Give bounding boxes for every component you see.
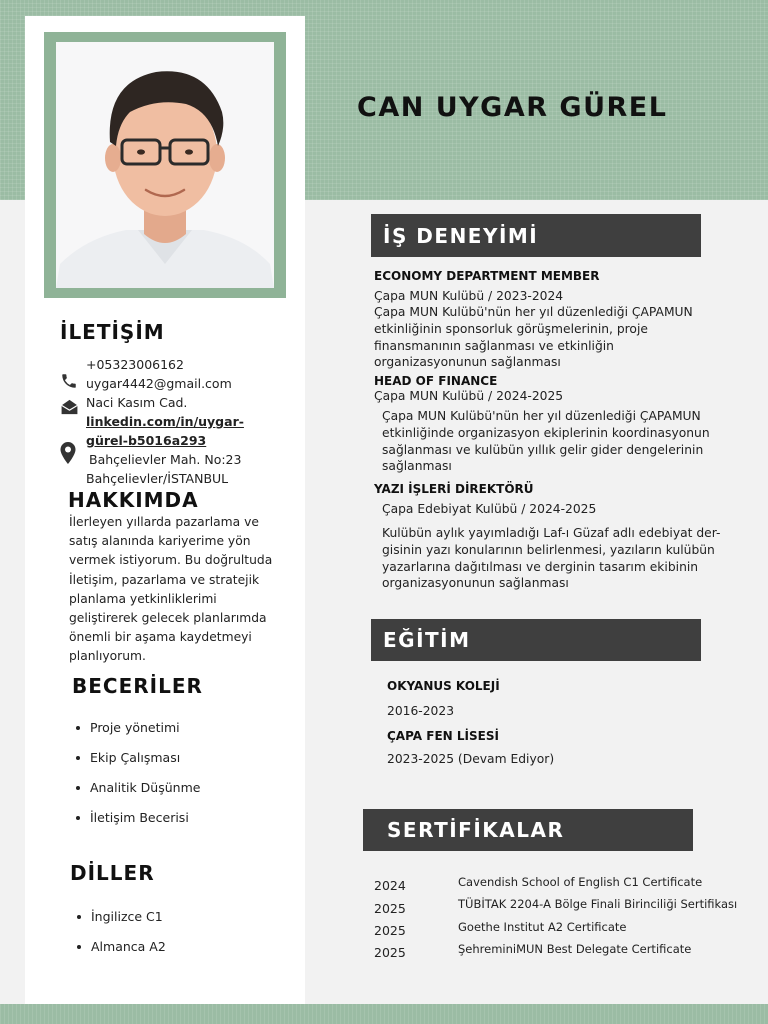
job-desc-line: etkinliğinde organizasyon ekiplerinin koordinasyonun (382, 425, 710, 440)
about-line: önemli bir aşama kaydetmeyi (69, 630, 252, 645)
linkedin-link-line1[interactable]: linkedin.com/in/uygar- (86, 414, 244, 429)
job-org: Çapa MUN Kulübü / 2024-2025 (374, 389, 564, 403)
job-desc-line: sağlanması ve kulübün yıllık gelir gider dengelerinin (382, 442, 704, 457)
job-desc-line: gisinin yazı konularının belirlenmesi, yazıların kulübün (382, 542, 715, 557)
about-line: satış alanında kariyerime yön (69, 534, 251, 549)
job-description (374, 304, 744, 371)
certificates-heading: SERTİFİKALAR (387, 818, 565, 842)
about-line: planlıyorum. (69, 649, 146, 664)
portrait-illustration (56, 42, 274, 288)
school-years: 2016-2023 (387, 704, 455, 718)
job-org: Çapa MUN Kulübü / 2023-2024 (374, 289, 564, 303)
profile-photo (56, 42, 274, 288)
contact-heading: İLETİŞİM (60, 320, 165, 344)
skills-heading: BECERİLER (72, 674, 203, 698)
school-years: 2023-2025 (Devam Ediyor) (387, 752, 555, 766)
education-heading: EĞİTİM (383, 628, 471, 652)
about-line: İletişim, pazarlama ve stratejik (69, 572, 260, 587)
job-desc-line: finansmanının sağlanması ve etkinliğin (374, 338, 614, 353)
certificate-year: 2025 (374, 923, 406, 938)
email-address[interactable]: uygar4442@gmail.com (86, 376, 232, 391)
certificates-heading-bar (363, 809, 693, 851)
job-desc-line: Çapa MUN Kulübü'nün her yıl düzenlediği ÇAPAMUN (374, 305, 693, 319)
skill-item: İletişim Becerisi (76, 810, 200, 840)
linkedin-link-line2[interactable]: gürel-b5016a293 (86, 433, 207, 448)
job-desc-line: sağlanması (382, 459, 452, 474)
about-line: planlama yetkinliklerimi (69, 591, 217, 606)
experience-heading-bar (371, 214, 701, 257)
street-address: Naci Kasım Cad. (86, 395, 188, 410)
job-description (382, 408, 752, 475)
job-desc-line: Çapa MUN Kulübü'nün her yıl düzenlediği ÇAPAMUN (382, 409, 701, 423)
address-line1: Bahçelievler Mah. No:23 (89, 452, 242, 467)
phone-number[interactable]: +05323006162 (86, 357, 184, 372)
phone-icon (60, 372, 78, 390)
language-item: Almanca A2 (77, 939, 166, 969)
profile-photo-frame (44, 32, 286, 298)
certificate-name: Cavendish School of English C1 Certificate (458, 875, 703, 889)
job-org: Çapa Edebiyat Kulübü / 2024-2025 (382, 502, 597, 516)
language-item: İngilizce C1 (77, 909, 166, 939)
skill-item: Proje yönetimi (76, 720, 200, 750)
mail-icon (60, 399, 79, 415)
education-heading-bar (371, 619, 701, 661)
person-name: CAN UYGAR GÜREL (357, 92, 668, 123)
certificate-name: TÜBİTAK 2204-A Bölge Finali Birinciliği Sertifikası (458, 897, 738, 911)
location-icon (60, 442, 76, 464)
about-line: İlerleyen yıllarda pazarlama ve (69, 515, 259, 529)
experience-heading: İŞ DENEYİMİ (383, 223, 539, 248)
job-desc-line: etkinliğinin sponsorluk görüşmelerinin, proje (374, 321, 648, 336)
job-desc-line: organizasyonunun sağlanması (382, 576, 569, 591)
certificate-year: 2025 (374, 945, 406, 960)
job-desc-line: yazarlarına dağıtılması ve derginin tasarım ekibinin (382, 559, 699, 574)
job-desc-line: organizasyonunun sağlanması (374, 355, 561, 370)
job-desc-line: Kulübün aylık yayımladığı Laf-ı Güzaf adlı edebiyat der- (382, 526, 721, 540)
address-line2: Bahçelievler/İSTANBUL (86, 471, 229, 486)
about-heading: HAKKIMDA (68, 488, 199, 512)
certificate-name: ŞehreminiMUN Best Delegate Certificate (458, 942, 692, 956)
certificate-year: 2024 (374, 878, 406, 893)
languages-list (77, 909, 166, 969)
certificate-name: Goethe Institut A2 Certificate (458, 920, 627, 934)
about-line: vermek istiyorum. Bu doğrultuda (69, 553, 273, 568)
footer-background-band (0, 1004, 768, 1024)
job-title: HEAD OF FINANCE (374, 374, 498, 388)
skills-list (76, 720, 200, 840)
school-name: ÇAPA FEN LİSESİ (387, 729, 499, 743)
about-line: geliştirerek gelecek planlarımda (69, 611, 267, 626)
languages-heading: DİLLER (70, 861, 155, 885)
job-title: YAZI İŞLERİ DİREKTÖRÜ (374, 482, 534, 496)
about-text (69, 513, 301, 667)
skill-item: Ekip Çalışması (76, 750, 200, 780)
job-title: ECONOMY DEPARTMENT MEMBER (374, 269, 600, 283)
certificate-year: 2025 (374, 901, 406, 916)
school-name: OKYANUS KOLEJİ (387, 679, 500, 693)
job-description (382, 525, 752, 592)
skill-item: Analitik Düşünme (76, 780, 200, 810)
